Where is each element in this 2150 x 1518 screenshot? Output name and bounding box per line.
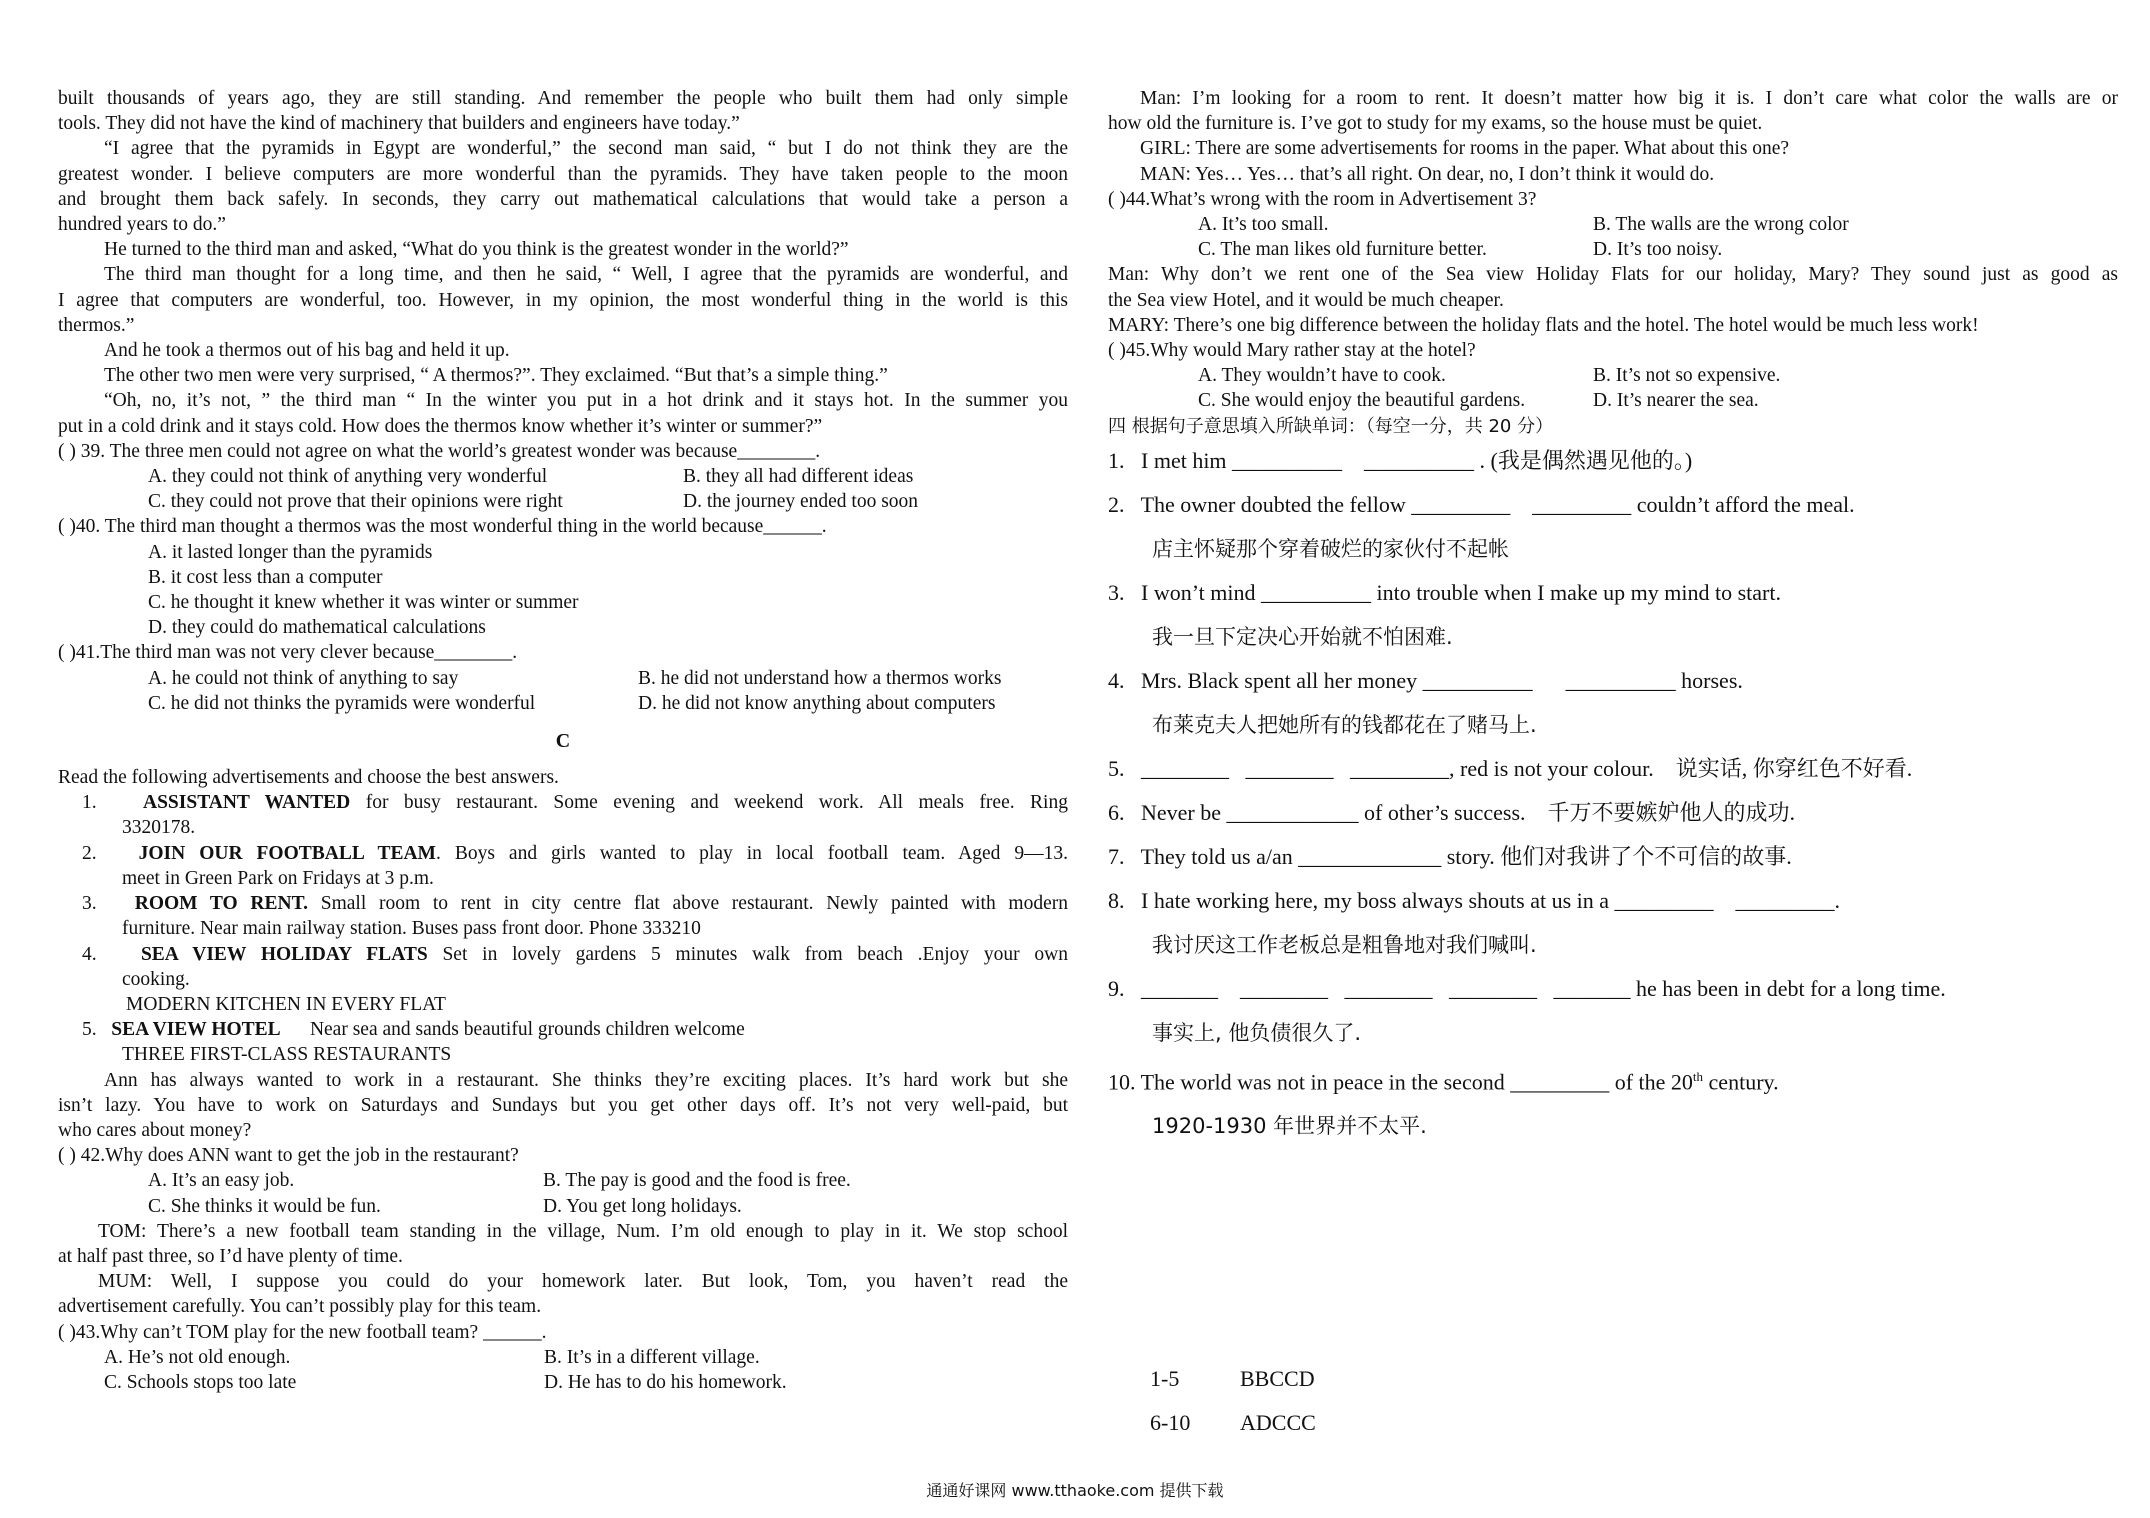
option: A. he could not think of anything to say bbox=[148, 667, 459, 689]
question-44: ( )44.What’s wrong with the room in Advertisement 3? bbox=[1108, 188, 1537, 210]
text-line: Man: I’m looking for a room to rent. It doesn’t matter how big it is. I don’t care what color the walls are or bbox=[1140, 88, 2118, 109]
fill-item-10-text: 10. The world was not in peace in the second _________ of the 20 bbox=[1108, 1069, 1693, 1095]
text-line: thermos.” bbox=[58, 314, 135, 336]
text-line: GIRL: There are some advertisements for rooms in the paper. What about this one? bbox=[1140, 138, 1790, 160]
ad-text: furniture. Near main railway station. Buses pass front door. Phone 333210 bbox=[122, 918, 701, 940]
option: A. It’s an easy job. bbox=[148, 1170, 295, 1192]
fill-item-2: 2. The owner doubted the fellow _________ _________ couldn’t afford the meal. bbox=[1108, 491, 1855, 517]
text-line: MUM: Well, I suppose you could do your homework later. But look, Tom, you haven’t read the bbox=[98, 1271, 1068, 1293]
options-row bbox=[1108, 212, 2118, 237]
text-line: and brought them back safely. In seconds, they carry out mathematical calculations that would take a person a bbox=[58, 188, 1068, 210]
ad-2 bbox=[58, 841, 1068, 866]
text-line: built thousands of years ago, they are still standing. And remember the people who built them had only simple bbox=[58, 88, 1068, 109]
answer-value: BBCCD bbox=[1240, 1366, 1315, 1391]
options-row bbox=[58, 1194, 1068, 1219]
ad-text: THREE FIRST-CLASS RESTAURANTS bbox=[122, 1044, 452, 1066]
section-heading: 四 根据句子意思填入所缺单词：（每空一分，共 20 分） bbox=[1108, 415, 1554, 437]
text-line: “I agree that the pyramids in Egypt are wonderful,” the second man said, “ but I do not think they are the bbox=[104, 138, 1068, 160]
options-row bbox=[58, 489, 1068, 514]
fill-item-9: 9. _______ ________ ________ ________ _______ he has been in debt for a long time. bbox=[1108, 975, 1946, 1001]
option: C. they could not prove that their opinions were right bbox=[148, 491, 563, 513]
text-line: isn’t lazy. You have to work on Saturdays and Sundays but you get other days off. It’s not very well-paid, but bbox=[58, 1094, 1068, 1116]
ad-3 bbox=[58, 891, 1068, 916]
text-line: And he took a thermos out of his bag and held it up. bbox=[104, 340, 510, 362]
fill-item-1: 1. I met him __________ __________ . (我是偶然遇见他的。) bbox=[1108, 447, 1693, 473]
ad-5 bbox=[58, 1017, 1068, 1042]
superscript: th bbox=[1692, 1068, 1704, 1084]
option: A. They wouldn’t have to cook. bbox=[1198, 365, 1446, 387]
option: B. It’s in a different village. bbox=[544, 1346, 760, 1368]
options-row bbox=[58, 1168, 1068, 1193]
page-footer: 通通好课网 www.tthaoke.com 提供下载 bbox=[926, 1481, 1224, 1500]
text-line: MARY: There’s one big difference between the holiday flats and the hotel. The hotel would be much less work! bbox=[1108, 314, 1979, 336]
text-line: Ann has always wanted to work in a restaurant. She thinks they’re exciting places. It’s hard work but she bbox=[104, 1069, 1068, 1091]
option: D. It’s nearer the sea. bbox=[1593, 390, 1759, 412]
text-line: at half past three, so I’d have plenty of time. bbox=[58, 1245, 403, 1267]
answer-range: 6-10 bbox=[1150, 1410, 1191, 1435]
ad-text: Set in lovely gardens 5 minutes walk from beach .Enjoy your own bbox=[427, 943, 1068, 965]
section-heading: C bbox=[555, 730, 571, 753]
question-39: ( ) 39. The three men could not agree on what the world’s greatest wonder was because________. bbox=[58, 440, 821, 462]
question-42: ( ) 42.Why does ANN want to get the job in the restaurant? bbox=[58, 1145, 519, 1167]
options-row bbox=[1108, 388, 2118, 413]
options-row bbox=[58, 666, 1068, 691]
ad-number: 2. bbox=[82, 842, 97, 864]
fill-item-7: 7. They told us a/an _____________ story. 他们对我讲了个不可信的故事. bbox=[1108, 843, 1792, 869]
instruction: Read the following advertisements and choose the best answers. bbox=[58, 767, 559, 789]
ad-1 bbox=[58, 790, 1068, 815]
text-line: TOM: There’s a new football team standing in the village, Num. I’m old enough to play in it. We stop school bbox=[98, 1220, 1068, 1242]
fill-item-4-cn: 布莱克夫人把她所有的钱都花在了赌马上. bbox=[1152, 712, 1537, 737]
option: D. the journey ended too soon bbox=[683, 491, 919, 513]
fill-item-10-cn: 1920-1930 年世界并不太平. bbox=[1152, 1114, 1427, 1139]
ad-text: meet in Green Park on Fridays at 3 p.m. bbox=[122, 867, 434, 889]
ad-title: SEA VIEW HOTEL bbox=[111, 1019, 281, 1041]
ad-text: cooking. bbox=[122, 968, 190, 990]
question-43: ( )43.Why can’t TOM play for the new football team? ______. bbox=[58, 1321, 547, 1343]
ad-text: MODERN KITCHEN IN EVERY FLAT bbox=[126, 993, 446, 1015]
right-column bbox=[1108, 86, 2118, 1148]
option: B. he did not understand how a thermos works bbox=[638, 667, 1002, 689]
fill-item-8-cn: 我讨厌这工作老板总是粗鲁地对我们喊叫. bbox=[1152, 932, 1537, 957]
ad-text: Small room to rent in city centre flat above restaurant. Newly painted with modern bbox=[308, 893, 1068, 915]
option: B. The walls are the wrong color bbox=[1593, 214, 1849, 236]
ad-number: 3. bbox=[82, 893, 97, 915]
text-line: “Oh, no, it’s not, ” the third man “ In the winter you put in a hot drink and it stays hot. In the summer you bbox=[104, 390, 1068, 412]
option: C. The man likes old furniture better. bbox=[1198, 239, 1487, 261]
text-line: greatest wonder. I believe computers are more wonderful than the pyramids. They have taken people to the moon bbox=[58, 163, 1068, 185]
text-line: tools. They did not have the kind of machinery that builders and engineers have today.” bbox=[58, 113, 740, 135]
ad-text: for busy restaurant. Some evening and weekend work. All meals free. Ring bbox=[350, 792, 1068, 814]
fill-item-10-text: century. bbox=[1703, 1069, 1779, 1095]
ad-number: 4. bbox=[82, 943, 97, 965]
text-line: The third man thought for a long time, and then he said, “ Well, I agree that the pyramids are wonderful, and bbox=[104, 264, 1068, 286]
question-40: ( )40. The third man thought a thermos was the most wonderful thing in the world because______. bbox=[58, 516, 827, 538]
option: C. Schools stops too late bbox=[104, 1371, 297, 1393]
text-line: I agree that computers are wonderful, too. However, in my opinion, the most wonderful thing in the world is this bbox=[58, 289, 1068, 311]
option: A. it lasted longer than the pyramids bbox=[148, 541, 433, 563]
options-row bbox=[1108, 363, 2118, 388]
answer-value: ADCCC bbox=[1240, 1410, 1316, 1435]
fill-item-10 bbox=[1108, 1055, 2118, 1104]
text-line: MAN: Yes… Yes… that’s all right. On dear, no, I don’t think it would do. bbox=[1140, 163, 1715, 185]
ad-number: 5. bbox=[82, 1019, 97, 1041]
option: D. He has to do his homework. bbox=[544, 1371, 787, 1393]
fill-item-5: 5. ________ ________ _________, red is not your colour. 说实话, 你穿红色不好看. bbox=[1108, 755, 1913, 781]
ad-title: JOIN OUR FOOTBALL TEAM bbox=[138, 842, 436, 864]
option: B. it cost less than a computer bbox=[148, 566, 383, 588]
options-row bbox=[1108, 237, 2118, 262]
option: C. he did not thinks the pyramids were wonderful bbox=[148, 692, 536, 714]
option: D. he did not know anything about computers bbox=[638, 692, 996, 714]
options-row bbox=[58, 1370, 1068, 1395]
fill-item-3: 3. I won’t mind __________ into trouble when I make up my mind to start. bbox=[1108, 579, 1781, 605]
text-line: hundred years to do.” bbox=[58, 214, 226, 236]
fill-item-8: 8. I hate working here, my boss always shouts at us in a _________ _________. bbox=[1108, 887, 1841, 913]
ad-text: . Boys and girls wanted to play in local football team. Aged 9—13. bbox=[435, 842, 1068, 864]
options-row bbox=[58, 1345, 1068, 1370]
text-line: put in a cold drink and it stays cold. How does the thermos know whether it’s winter or summer?” bbox=[58, 415, 823, 437]
answer-key-row bbox=[1150, 1410, 1316, 1436]
text-line: He turned to the third man and asked, “What do you think is the greatest wonder in the world?” bbox=[104, 239, 849, 261]
option: C. She would enjoy the beautiful gardens. bbox=[1198, 390, 1526, 412]
ad-4 bbox=[58, 942, 1068, 967]
options-row bbox=[58, 691, 1068, 716]
option: C. She thinks it would be fun. bbox=[148, 1195, 381, 1217]
option: A. It’s too small. bbox=[1198, 214, 1329, 236]
fill-item-6: 6. Never be ____________ of other’s success. 千万不要嫉妒他人的成功. bbox=[1108, 799, 1796, 825]
option: B. It’s not so expensive. bbox=[1593, 365, 1781, 387]
ad-number: 1. bbox=[82, 792, 97, 814]
answer-key-row bbox=[1150, 1366, 1315, 1392]
fill-item-3-cn: 我一旦下定决心开始就不怕困难. bbox=[1152, 624, 1453, 649]
option: C. he thought it knew whether it was winter or summer bbox=[148, 592, 579, 614]
text-line: how old the furniture is. I’ve got to study for my exams, so the house must be quiet. bbox=[1108, 113, 1763, 135]
option: D. You get long holidays. bbox=[543, 1195, 742, 1217]
fill-item-9-cn: 事实上, 他负债很久了. bbox=[1152, 1020, 1362, 1045]
option: D. they could do mathematical calculations bbox=[148, 617, 486, 639]
left-column bbox=[58, 86, 1068, 1395]
answer-range: 1-5 bbox=[1150, 1366, 1180, 1391]
ad-text: 3320178. bbox=[122, 817, 196, 839]
fill-item-2-cn: 店主怀疑那个穿着破烂的家伙付不起帐 bbox=[1152, 536, 1509, 561]
question-41: ( )41.The third man was not very clever because________. bbox=[58, 642, 518, 664]
option: A. He’s not old enough. bbox=[104, 1346, 291, 1368]
option: B. The pay is good and the food is free. bbox=[543, 1170, 851, 1192]
text-line: advertisement carefully. You can’t possibly play for this team. bbox=[58, 1296, 542, 1318]
text-line: The other two men were very surprised, “ A thermos?”. They exclaimed. “But that’s a simple thing.” bbox=[104, 365, 888, 387]
text-line: the Sea view Hotel, and it would be much cheaper. bbox=[1108, 289, 1504, 311]
text-line: who cares about money? bbox=[58, 1119, 252, 1141]
ad-title: ROOM TO RENT. bbox=[134, 893, 309, 915]
text-line: Man: Why don’t we rent one of the Sea view Holiday Flats for our holiday, Mary? They sound just as good as bbox=[1108, 264, 2118, 286]
fill-item-4: 4. Mrs. Black spent all her money __________ __________ horses. bbox=[1108, 667, 1743, 693]
question-45: ( )45.Why would Mary rather stay at the hotel? bbox=[1108, 340, 1476, 362]
ad-text: Near sea and sands beautiful grounds children welcome bbox=[280, 1019, 745, 1041]
ad-title: ASSISTANT WANTED bbox=[142, 792, 351, 814]
options-row bbox=[58, 464, 1068, 489]
option: D. It’s too noisy. bbox=[1593, 239, 1723, 261]
ad-title: SEA VIEW HOLIDAY FLATS bbox=[140, 943, 428, 965]
option: B. they all had different ideas bbox=[683, 466, 914, 488]
option: A. they could not think of anything very wonderful bbox=[148, 466, 548, 488]
